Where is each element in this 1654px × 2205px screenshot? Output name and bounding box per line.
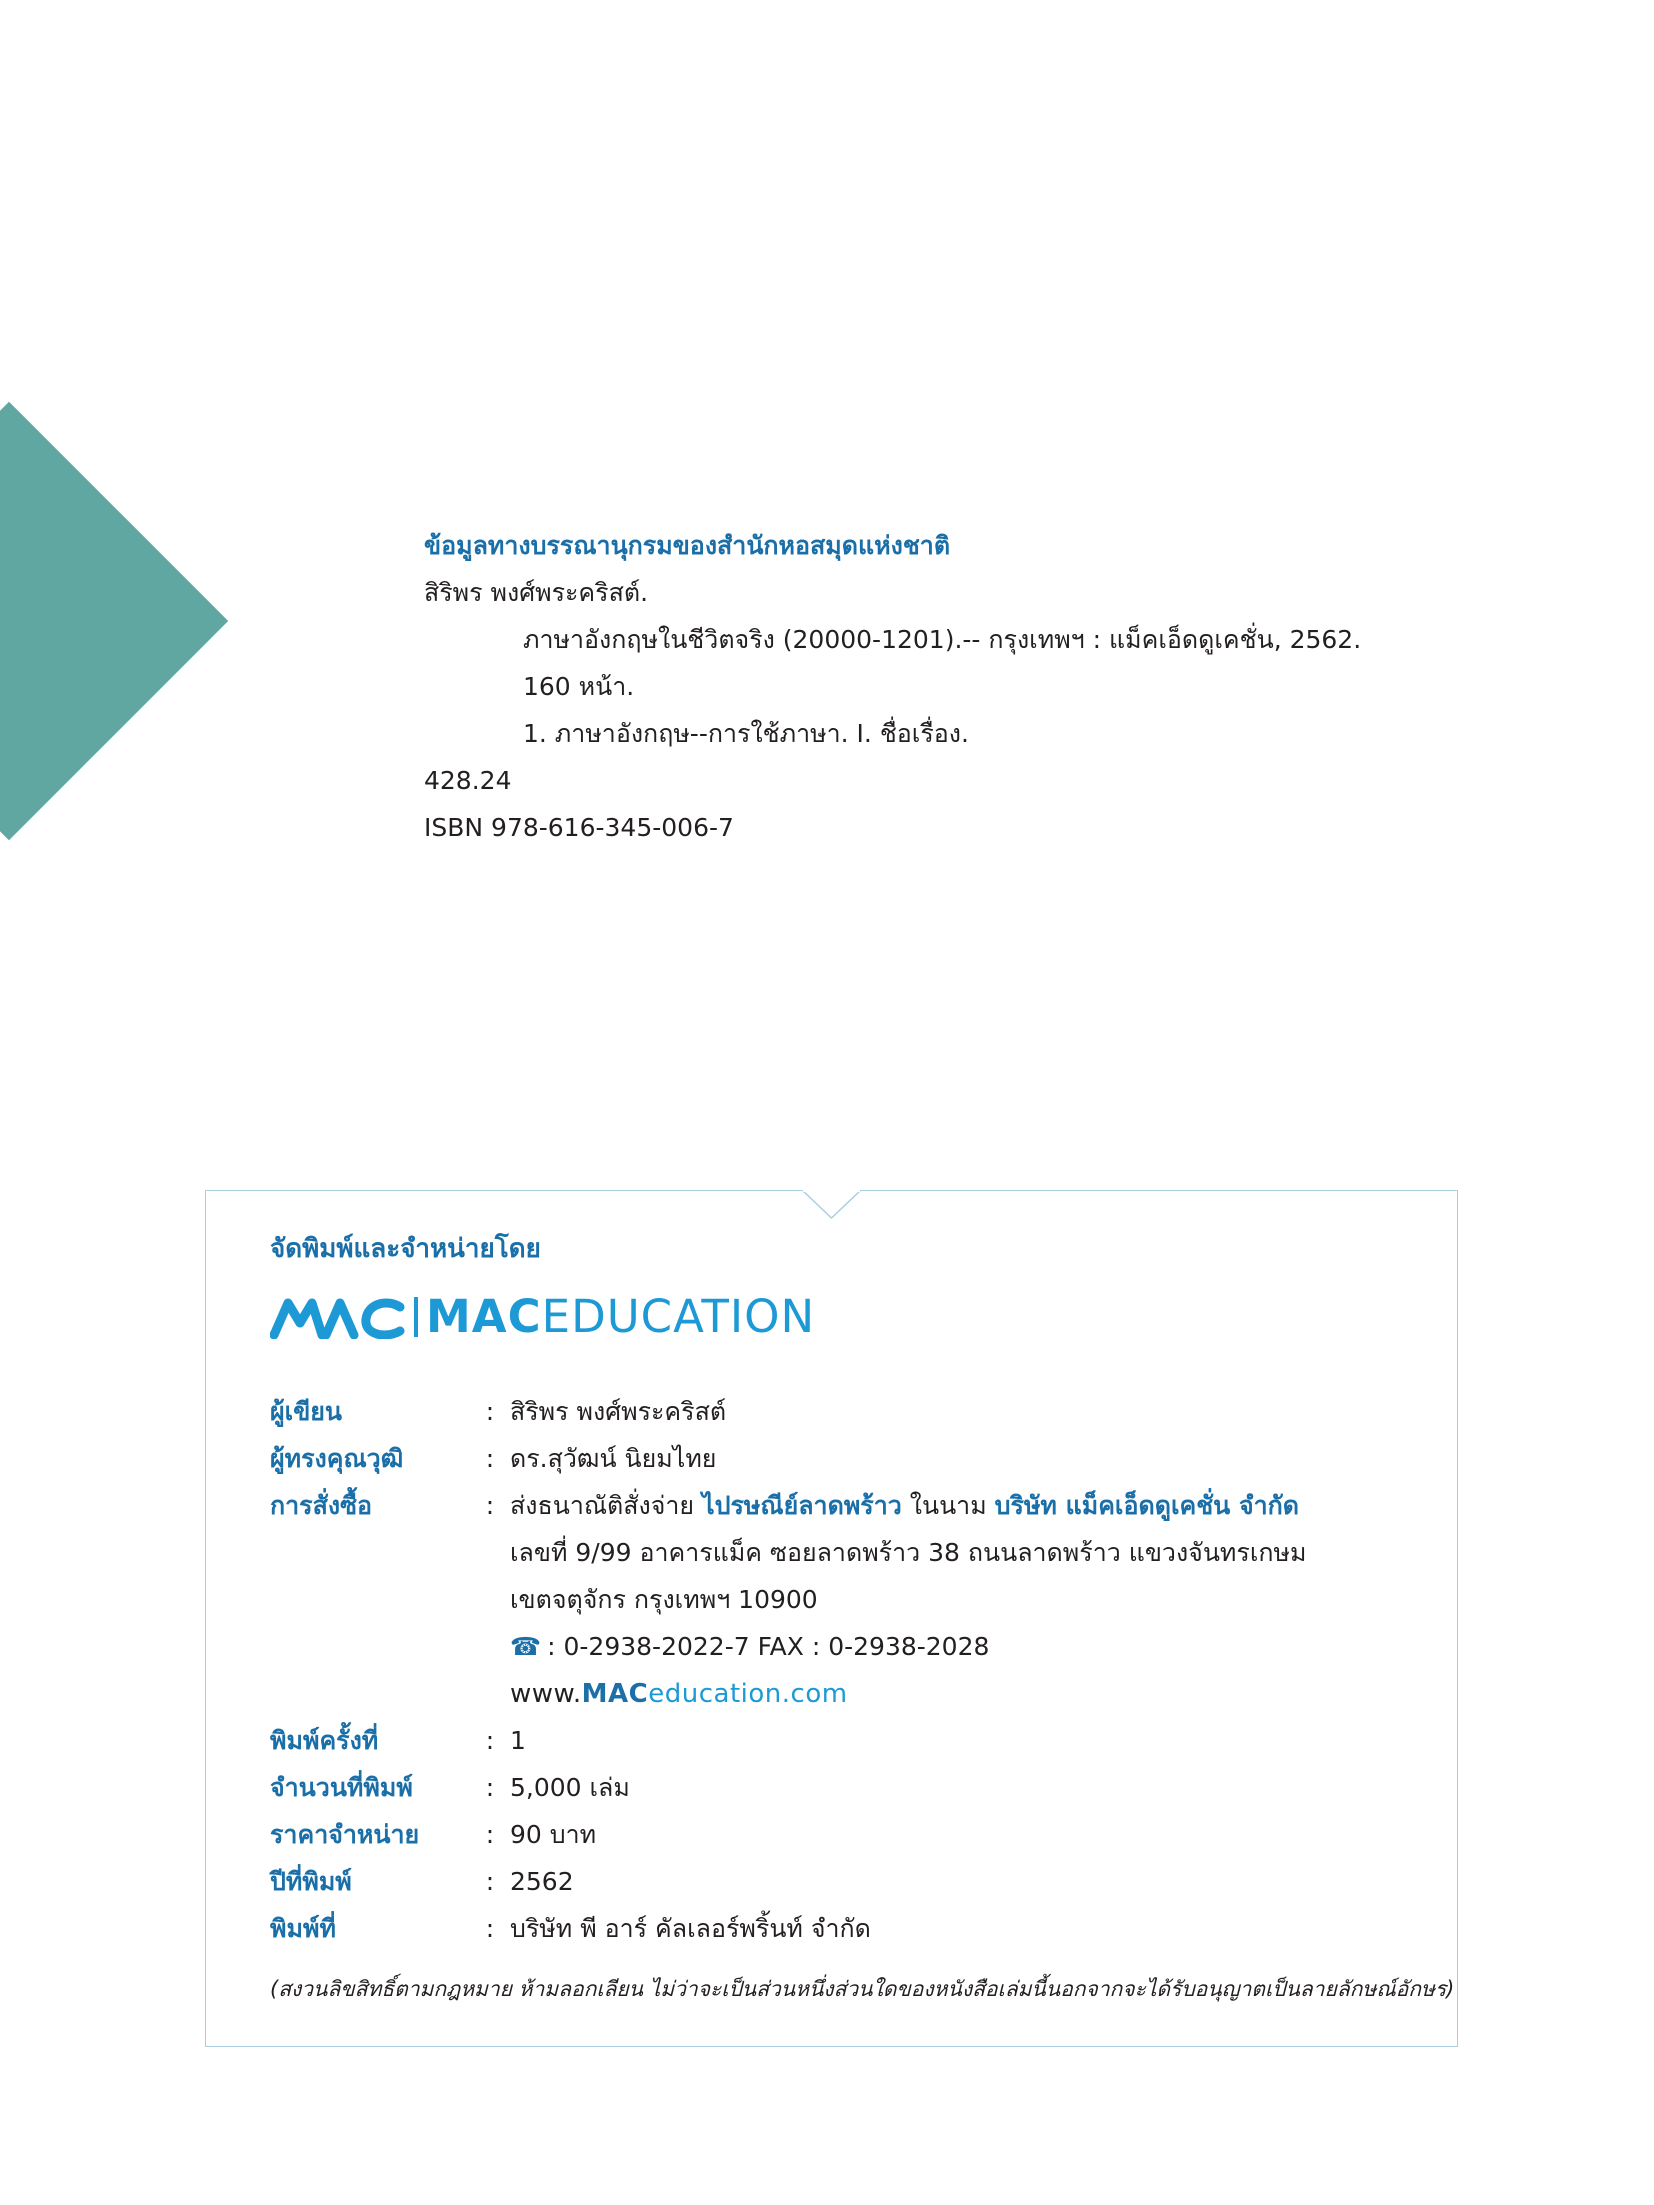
web-prefix: www.	[510, 1678, 582, 1709]
order-value	[510, 1486, 1299, 1526]
copies-label: จำนวนที่พิมพ์	[270, 1772, 413, 1802]
order-prefix: ส่งธนาณัติสั่งจ่าย	[510, 1490, 695, 1520]
colon: :	[485, 1491, 495, 1520]
cip-book: ภาษาอังกฤษในชีวิตจริง (20000-1201).-- กรุงเทพฯ : แม็คเอ็ดดูเคชั่น, 2562.	[523, 625, 1362, 654]
colon: :	[485, 1397, 495, 1426]
author-row	[270, 1388, 1306, 1435]
price-label: ราคาจำหน่าย	[270, 1819, 420, 1849]
colon: :	[485, 1726, 495, 1755]
cip-title: ข้อมูลทางบรรณานุกรมของสำนักหอสมุดแห่งชาติ	[424, 531, 951, 560]
cip-block	[424, 522, 1361, 851]
price-value: 90 บาท	[510, 1819, 597, 1849]
year-label: ปีที่พิมพ์	[270, 1866, 352, 1896]
logo-wordmark	[426, 1290, 816, 1343]
mac-education-logo	[270, 1290, 816, 1343]
phone-line	[270, 1623, 1306, 1670]
website-link[interactable]	[270, 1670, 1306, 1717]
year-row	[270, 1858, 1306, 1905]
colon: :	[485, 1444, 495, 1473]
publisher-heading: จัดพิมพ์และจำหน่ายโดย	[270, 1234, 541, 1264]
printer-row	[270, 1905, 1306, 1952]
expert-row	[270, 1435, 1306, 1482]
edition-row	[270, 1717, 1306, 1764]
copies-row	[270, 1764, 1306, 1811]
order-company: บริษัท แม็คเอ็ดดูเคชั่น จำกัด	[994, 1490, 1300, 1520]
edition-label: พิมพ์ครั้งที่	[270, 1725, 379, 1755]
cip-author: สิริพร พงศ์พระคริสต์.	[424, 578, 649, 607]
expert-value: ดร.สุวัฒน์ นิยมไทย	[510, 1443, 717, 1473]
author-value: สิริพร พงศ์พระคริสต์	[510, 1396, 727, 1426]
copies-value: 5,000 เล่ม	[510, 1772, 630, 1802]
copyright-note: (สงวนลิขสิทธิ์ตามกฎหมาย ห้ามลอกเลียน ไม่ว่าจะเป็นส่วนหนึ่งส่วนใดของหนังสือเล่มนี้นอกจากจะได้รับอนุญาตเป็นลายลักษณ์อักษร)	[270, 1977, 1455, 2001]
printer-label: พิมพ์ที่	[270, 1913, 336, 1943]
cip-subject: 1. ภาษาอังกฤษ--การใช้ภาษา. I. ชื่อเรื่อง.	[523, 719, 969, 748]
author-label: ผู้เขียน	[270, 1396, 343, 1426]
printer-value: บริษัท พี อาร์ คัลเลอร์พริ้นท์ จำกัด	[510, 1913, 871, 1943]
mac-logo-icon	[270, 1295, 406, 1339]
logo-mac-text: MAC	[426, 1290, 542, 1343]
web-mac: MAC	[581, 1678, 649, 1709]
colon: :	[485, 1867, 495, 1896]
web-suffix: education.com	[648, 1678, 848, 1709]
colon: :	[485, 1773, 495, 1802]
order-post-office: ไปรษณีย์ลาดพร้าว	[702, 1490, 902, 1520]
phone-icon: ☎	[510, 1632, 542, 1661]
publisher-details	[270, 1388, 1306, 1952]
order-row	[270, 1482, 1306, 1529]
teal-diamond-decoration	[0, 402, 228, 840]
cip-isbn: ISBN 978-616-345-006-7	[424, 813, 734, 842]
colon: :	[485, 1820, 495, 1849]
phone-fax: : 0-2938-2022-7 FAX : 0-2938-2028	[547, 1632, 990, 1661]
colon: :	[485, 1914, 495, 1943]
year-value: 2562	[510, 1867, 574, 1896]
order-mid: ในนาม	[909, 1490, 987, 1520]
cip-class-number: 428.24	[424, 766, 512, 795]
edition-value: 1	[510, 1726, 526, 1755]
logo-separator	[414, 1297, 418, 1337]
box-notch	[802, 1190, 861, 1220]
price-row	[270, 1811, 1306, 1858]
order-label: การสั่งซื้อ	[270, 1490, 373, 1520]
cip-pages: 160 หน้า.	[523, 672, 635, 701]
address-line-2: เขตจตุจักร กรุงเทพฯ 10900	[510, 1584, 818, 1614]
expert-label: ผู้ทรงคุณวุฒิ	[270, 1443, 404, 1473]
address-line-1: เลขที่ 9/99 อาคารแม็ค ซอยลาดพร้าว 38 ถนนลาดพร้าว แขวงจันทรเกษม	[510, 1537, 1307, 1567]
logo-education-text: EDUCATION	[541, 1290, 816, 1343]
